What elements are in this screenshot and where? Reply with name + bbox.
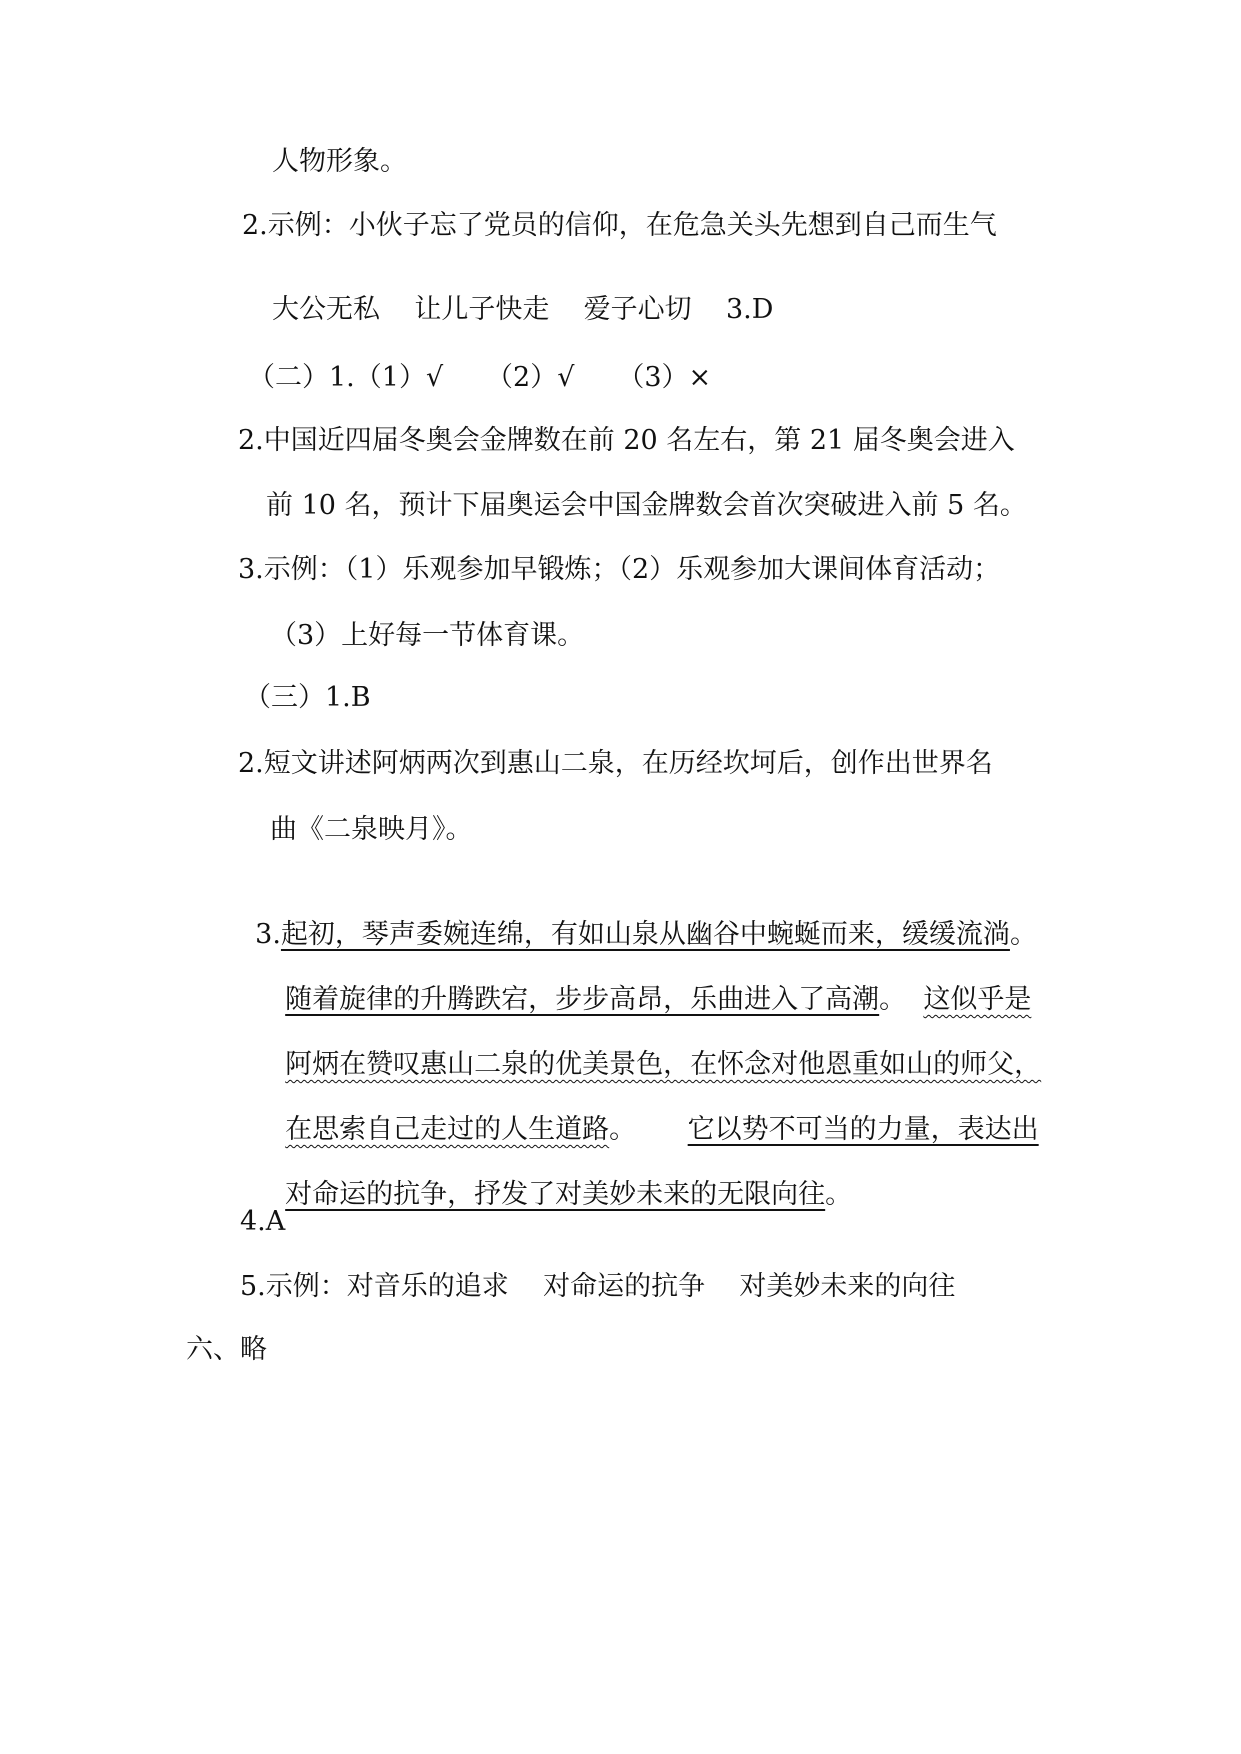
underlined-phrase: 对命运的抗争，抒发了对美妙未来的无限向往 <box>285 1179 826 1210</box>
answer-line: 曲《二泉映月》。 <box>270 814 473 845</box>
underlined-phrase: 起初，琴声委婉连绵，有如山泉从幽谷中蜿蜒而来，缓缓流淌 <box>280 919 1010 950</box>
underlined-phrase: 它以势不可当的力量，表达出 <box>687 1114 1039 1145</box>
item-number: 3. <box>255 919 281 950</box>
wavy-underlined-phrase: 这似乎是 <box>923 984 1032 1015</box>
punctuation: 。 <box>1009 919 1037 950</box>
answer-line: （3）上好每一节体育课。 <box>270 620 585 651</box>
answer-line-underlined <box>268 1135 852 1215</box>
answer-line: 5.示例：对音乐的追求 对命运的抗争 对美妙未来的向往 <box>240 1271 956 1302</box>
section-heading-six: 六、略 <box>186 1334 267 1365</box>
punctuation: 。 <box>879 984 907 1015</box>
punctuation: 。 <box>609 1114 637 1145</box>
section-heading-two: （二）1.（1）√ （2）√ （3）× <box>248 362 712 393</box>
underlined-phrase: 随着旋律的升腾跌宕，步步高昂，乐曲进入了高潮 <box>285 984 880 1015</box>
answer-line: 2.示例：小伙子忘了党员的信仰，在危急关头先想到自己而生气 <box>242 210 997 241</box>
answer-line: 前 10 名，预计下届奥运会中国金牌数会首次突破进入前 5 名。 <box>266 490 1027 521</box>
answer-line: 4.A <box>240 1206 286 1237</box>
answer-line: 人物形象。 <box>272 146 407 177</box>
answer-line: 2.短文讲述阿炳两次到惠山二泉，在历经坎坷后，创作出世界名 <box>238 748 993 779</box>
punctuation: 。 <box>825 1179 853 1210</box>
wavy-underlined-phrase: 阿炳在赞叹惠山二泉的优美景色，在怀念对他恩重如山的师父， <box>285 1049 1042 1080</box>
section-heading-three: （三）1.B <box>244 682 371 713</box>
answer-line: 大公无私 让儿子快走 爱子心切 3.D <box>272 294 774 325</box>
answer-line: 2.中国近四届冬奥会金牌数在前 20 名左右，第 21 届冬奥会进入 <box>238 425 1015 456</box>
answer-line: 3.示例：（1）乐观参加早锻炼；（2）乐观参加大课间体育活动； <box>238 554 1001 585</box>
wavy-underlined-phrase: 在思索自己走过的人生道路 <box>285 1114 610 1145</box>
